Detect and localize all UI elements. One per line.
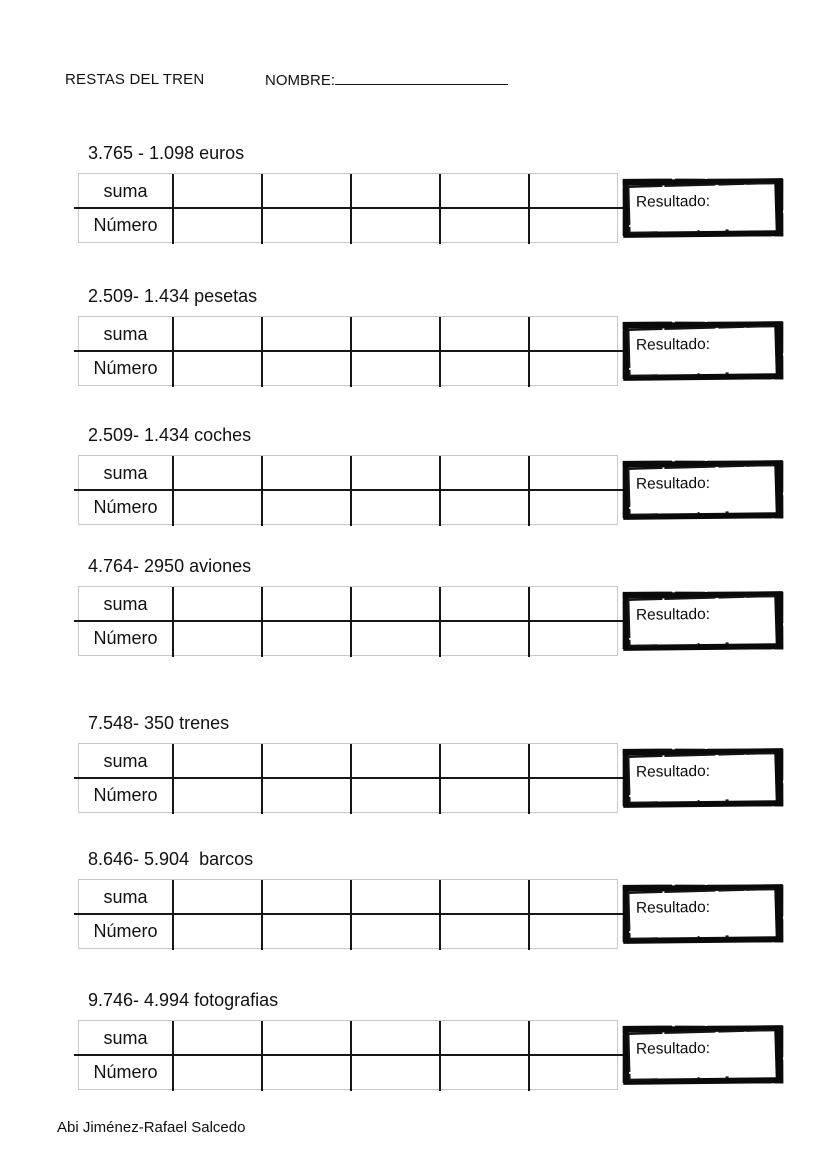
resultado-box [622, 1024, 785, 1086]
row-label-suma: suma [103, 751, 148, 771]
exercise-title: 4.764- 2950 aviones [88, 556, 252, 576]
row-divider-line [74, 620, 627, 622]
exercise-block-1 [0, 143, 820, 243]
grid-column-line [172, 174, 174, 244]
resultado-label: Resultado: [635, 898, 711, 917]
row-label-numero: Número [93, 215, 158, 235]
grid-column-line [439, 174, 441, 244]
grid-column-line [261, 587, 263, 657]
grid-column-line [172, 317, 174, 387]
grid-column-line [172, 1021, 174, 1091]
grid-column-line [439, 317, 441, 387]
grid-column-line [439, 880, 441, 950]
grid-column-line [261, 1021, 263, 1091]
resultado-box [622, 883, 785, 945]
row-label-numero: Número [93, 1062, 158, 1082]
exercise-title: 8.646- 5.904 barcos [88, 849, 254, 869]
resultado-box [622, 177, 785, 239]
row-label-suma: suma [103, 324, 148, 344]
grid-column-line [172, 456, 174, 526]
grid-column-line [439, 744, 441, 814]
exercise-title: 3.765 - 1.098 euros [88, 143, 245, 163]
grid-column-line [350, 317, 352, 387]
grid-column-line [528, 456, 530, 526]
grid-column-line [528, 174, 530, 244]
exercise-row [78, 173, 820, 243]
exercise-row [78, 879, 820, 949]
worksheet-title: RESTAS DEL TREN [65, 71, 205, 88]
row-label-suma: suma [103, 1028, 148, 1048]
resultado-box [622, 747, 785, 809]
name-label: NOMBRE: [265, 72, 336, 89]
row-label-suma: suma [103, 887, 148, 907]
row-divider-line [74, 489, 627, 491]
exercise-block-4 [0, 556, 820, 656]
resultado-box [622, 459, 785, 521]
grid-column-line [350, 1021, 352, 1091]
grid-column-line [172, 587, 174, 657]
row-divider-line [74, 777, 627, 779]
row-label-numero: Número [93, 358, 158, 378]
row-label-numero: Número [93, 921, 158, 941]
row-label-suma: suma [103, 463, 148, 483]
train-table [78, 1020, 618, 1090]
exercise-row [78, 316, 820, 386]
grid-column-line [350, 880, 352, 950]
grid-column-line [439, 587, 441, 657]
resultado-label: Resultado: [635, 335, 711, 354]
grid-column-line [261, 317, 263, 387]
row-label-numero: Número [93, 785, 158, 805]
resultado-box [622, 320, 785, 382]
row-label-suma: suma [103, 181, 148, 201]
exercise-row [78, 743, 820, 813]
row-label-numero: Número [93, 497, 158, 517]
exercise-block-6 [0, 849, 820, 949]
train-table [78, 455, 618, 525]
exercise-row [78, 586, 820, 656]
grid-column-line [350, 174, 352, 244]
grid-column-line [528, 1021, 530, 1091]
train-table [78, 743, 618, 813]
train-table [78, 879, 618, 949]
grid-column-line [439, 456, 441, 526]
exercise-row [78, 1020, 820, 1090]
resultado-label: Resultado: [635, 192, 711, 211]
grid-column-line [350, 744, 352, 814]
exercise-title: 2.509- 1.434 coches [88, 425, 252, 445]
grid-column-line [261, 174, 263, 244]
exercise-title: 2.509- 1.434 pesetas [88, 286, 258, 306]
exercise-block-5 [0, 713, 820, 813]
exercise-block-7 [0, 990, 820, 1090]
grid-column-line [439, 1021, 441, 1091]
row-label-suma: suma [103, 594, 148, 614]
grid-column-line [528, 587, 530, 657]
exercise-block-2 [0, 286, 820, 386]
row-divider-line [74, 350, 627, 352]
resultado-label: Resultado: [635, 474, 711, 493]
row-divider-line [74, 1054, 627, 1056]
resultado-label: Resultado: [635, 1039, 711, 1058]
grid-column-line [528, 880, 530, 950]
grid-column-line [350, 587, 352, 657]
grid-column-line [528, 317, 530, 387]
resultado-box [622, 590, 785, 652]
name-blank-line [335, 71, 508, 85]
train-table [78, 173, 618, 243]
train-table [78, 586, 618, 656]
grid-column-line [261, 456, 263, 526]
exercise-title: 7.548- 350 trenes [88, 713, 230, 733]
resultado-label: Resultado: [635, 605, 711, 624]
row-divider-line [74, 913, 627, 915]
row-label-numero: Número [93, 628, 158, 648]
exercise-title: 9.746- 4.994 fotografias [88, 990, 279, 1010]
row-divider-line [74, 207, 627, 209]
train-table [78, 316, 618, 386]
author-credit: Abi Jiménez-Rafael Salcedo [57, 1119, 246, 1136]
exercise-block-3 [0, 425, 820, 525]
grid-column-line [528, 744, 530, 814]
grid-column-line [261, 744, 263, 814]
grid-column-line [172, 880, 174, 950]
name-field [265, 71, 508, 89]
grid-column-line [261, 880, 263, 950]
resultado-label: Resultado: [635, 762, 711, 781]
grid-column-line [350, 456, 352, 526]
grid-column-line [172, 744, 174, 814]
exercise-row [78, 455, 820, 525]
